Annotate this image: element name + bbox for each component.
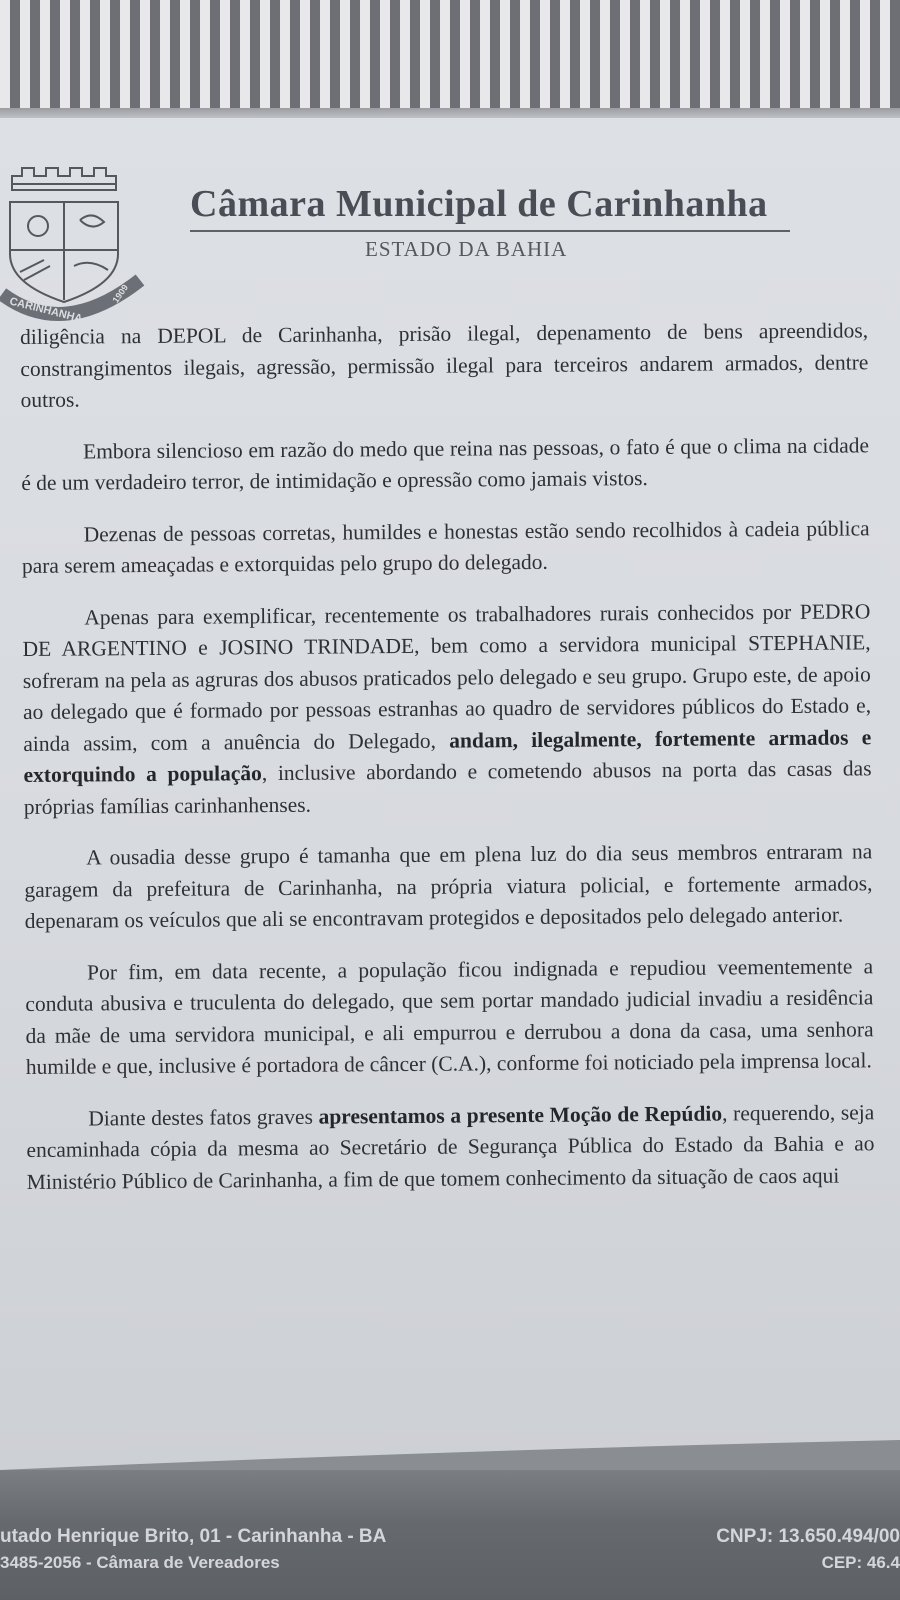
paragraph-4-emphasis: andam, ilegalmente, fortemente armados e extorquindo a população: [23, 724, 872, 787]
paragraph-4-text-end: , inclusive abordando e cometendo abusos na porta das casas das próprias famílias carinhanhenses.: [23, 756, 872, 819]
footer-phone: 3485-2056 - Câmara de Vereadores: [0, 1553, 280, 1572]
paragraph-7-text: Diante destes fatos graves: [88, 1104, 319, 1130]
state-name: ESTADO DA BAHIA: [365, 237, 568, 261]
paragraph-7-emphasis: apresentamos a presente Moção de Repúdio: [318, 1101, 723, 1129]
municipal-crest-logo: [0, 162, 145, 332]
crest-year: 1909: [110, 282, 131, 305]
document-body: [20, 315, 875, 1218]
footer-cep: CEP: 46.4: [821, 1553, 900, 1572]
institution-name: Câmara Municipal de Carinhanha: [190, 183, 768, 225]
paragraph-3: Dezenas de pessoas corretas, humildes e honestas estão sendo recolhidos à cadeia pública para serem ameaçadas e extorquidas pelo grupo do delegado.: [21, 515, 870, 578]
letterhead: [190, 180, 810, 262]
paragraph-7: [26, 1097, 875, 1198]
crest-label: CARINHANHA: [8, 295, 84, 326]
paragraph-1: diligência na DEPOL de Carinhanha, prisão ilegal, depenamento de bens apreendidos, constrangimentos ilegais, agressão, permissão ilegal para terceiros andarem armados, dentre outros.: [20, 318, 869, 412]
paragraph-6: Por fim, em data recente, a população ficou indignada e repudiou veementemente a conduta abusiva e truculenta do delegado, que sem portar mandado judicial invadiu a residência da mãe de uma servidora municipal, e ali empurrou e derrubou a dona da casa, uma senhora humilde e que, inclusive é portadora de câncer (C.A.), conforme foi noticiado pela imprensa local.: [25, 953, 874, 1079]
paragraph-4: [22, 596, 872, 823]
footer-address: utado Henrique Brito, 01 - Carinhanha - BA: [0, 1526, 387, 1547]
paragraph-4-text: Apenas para exemplificar, recentemente os trabalhadores rurais conhecidos por PEDRO DE ARGENTINO e JOSINO TRINDADE, bem como a servidora municipal STEPHANIE, sofreram na pela as agruras dos abusos praticados pelo delegado e seu grupo. Grupo este, de apoio ao delegado que é formado por pessoas estranhas ao quadro de servidores públicos do Estado e, ainda assim, com a anuência do Delegado,: [22, 598, 872, 756]
paragraph-2: Embora silencioso em razão do medo que reina nas pessoas, o fato é que o clima na cidade é de um verdadeiro terror, de intimidação e opressão como jamais vistos.: [21, 432, 870, 495]
paragraph-5: A ousadia desse grupo é tamanha que em plena luz do dia seus membros entraram na garagem da prefeitura de Carinhanha, na própria viatura policial, e fortemente armados, depenaram os veículos que ali se encontravam protegidos e depositados pelo delegado anterior.: [24, 839, 873, 933]
paragraph-7-text-end: , requerendo, seja encaminhada cópia da mesma ao Secretário de Segurança Pública do Estado da Bahia e ao Ministério Público de Carinhanha, a fim de que tomem conhecimento da situação de caos aqui: [26, 1099, 875, 1194]
footer-cnpj: CNPJ: 13.650.494/00: [716, 1526, 900, 1547]
letterhead-rule: [190, 230, 790, 232]
binder-stripes: [0, 0, 900, 120]
